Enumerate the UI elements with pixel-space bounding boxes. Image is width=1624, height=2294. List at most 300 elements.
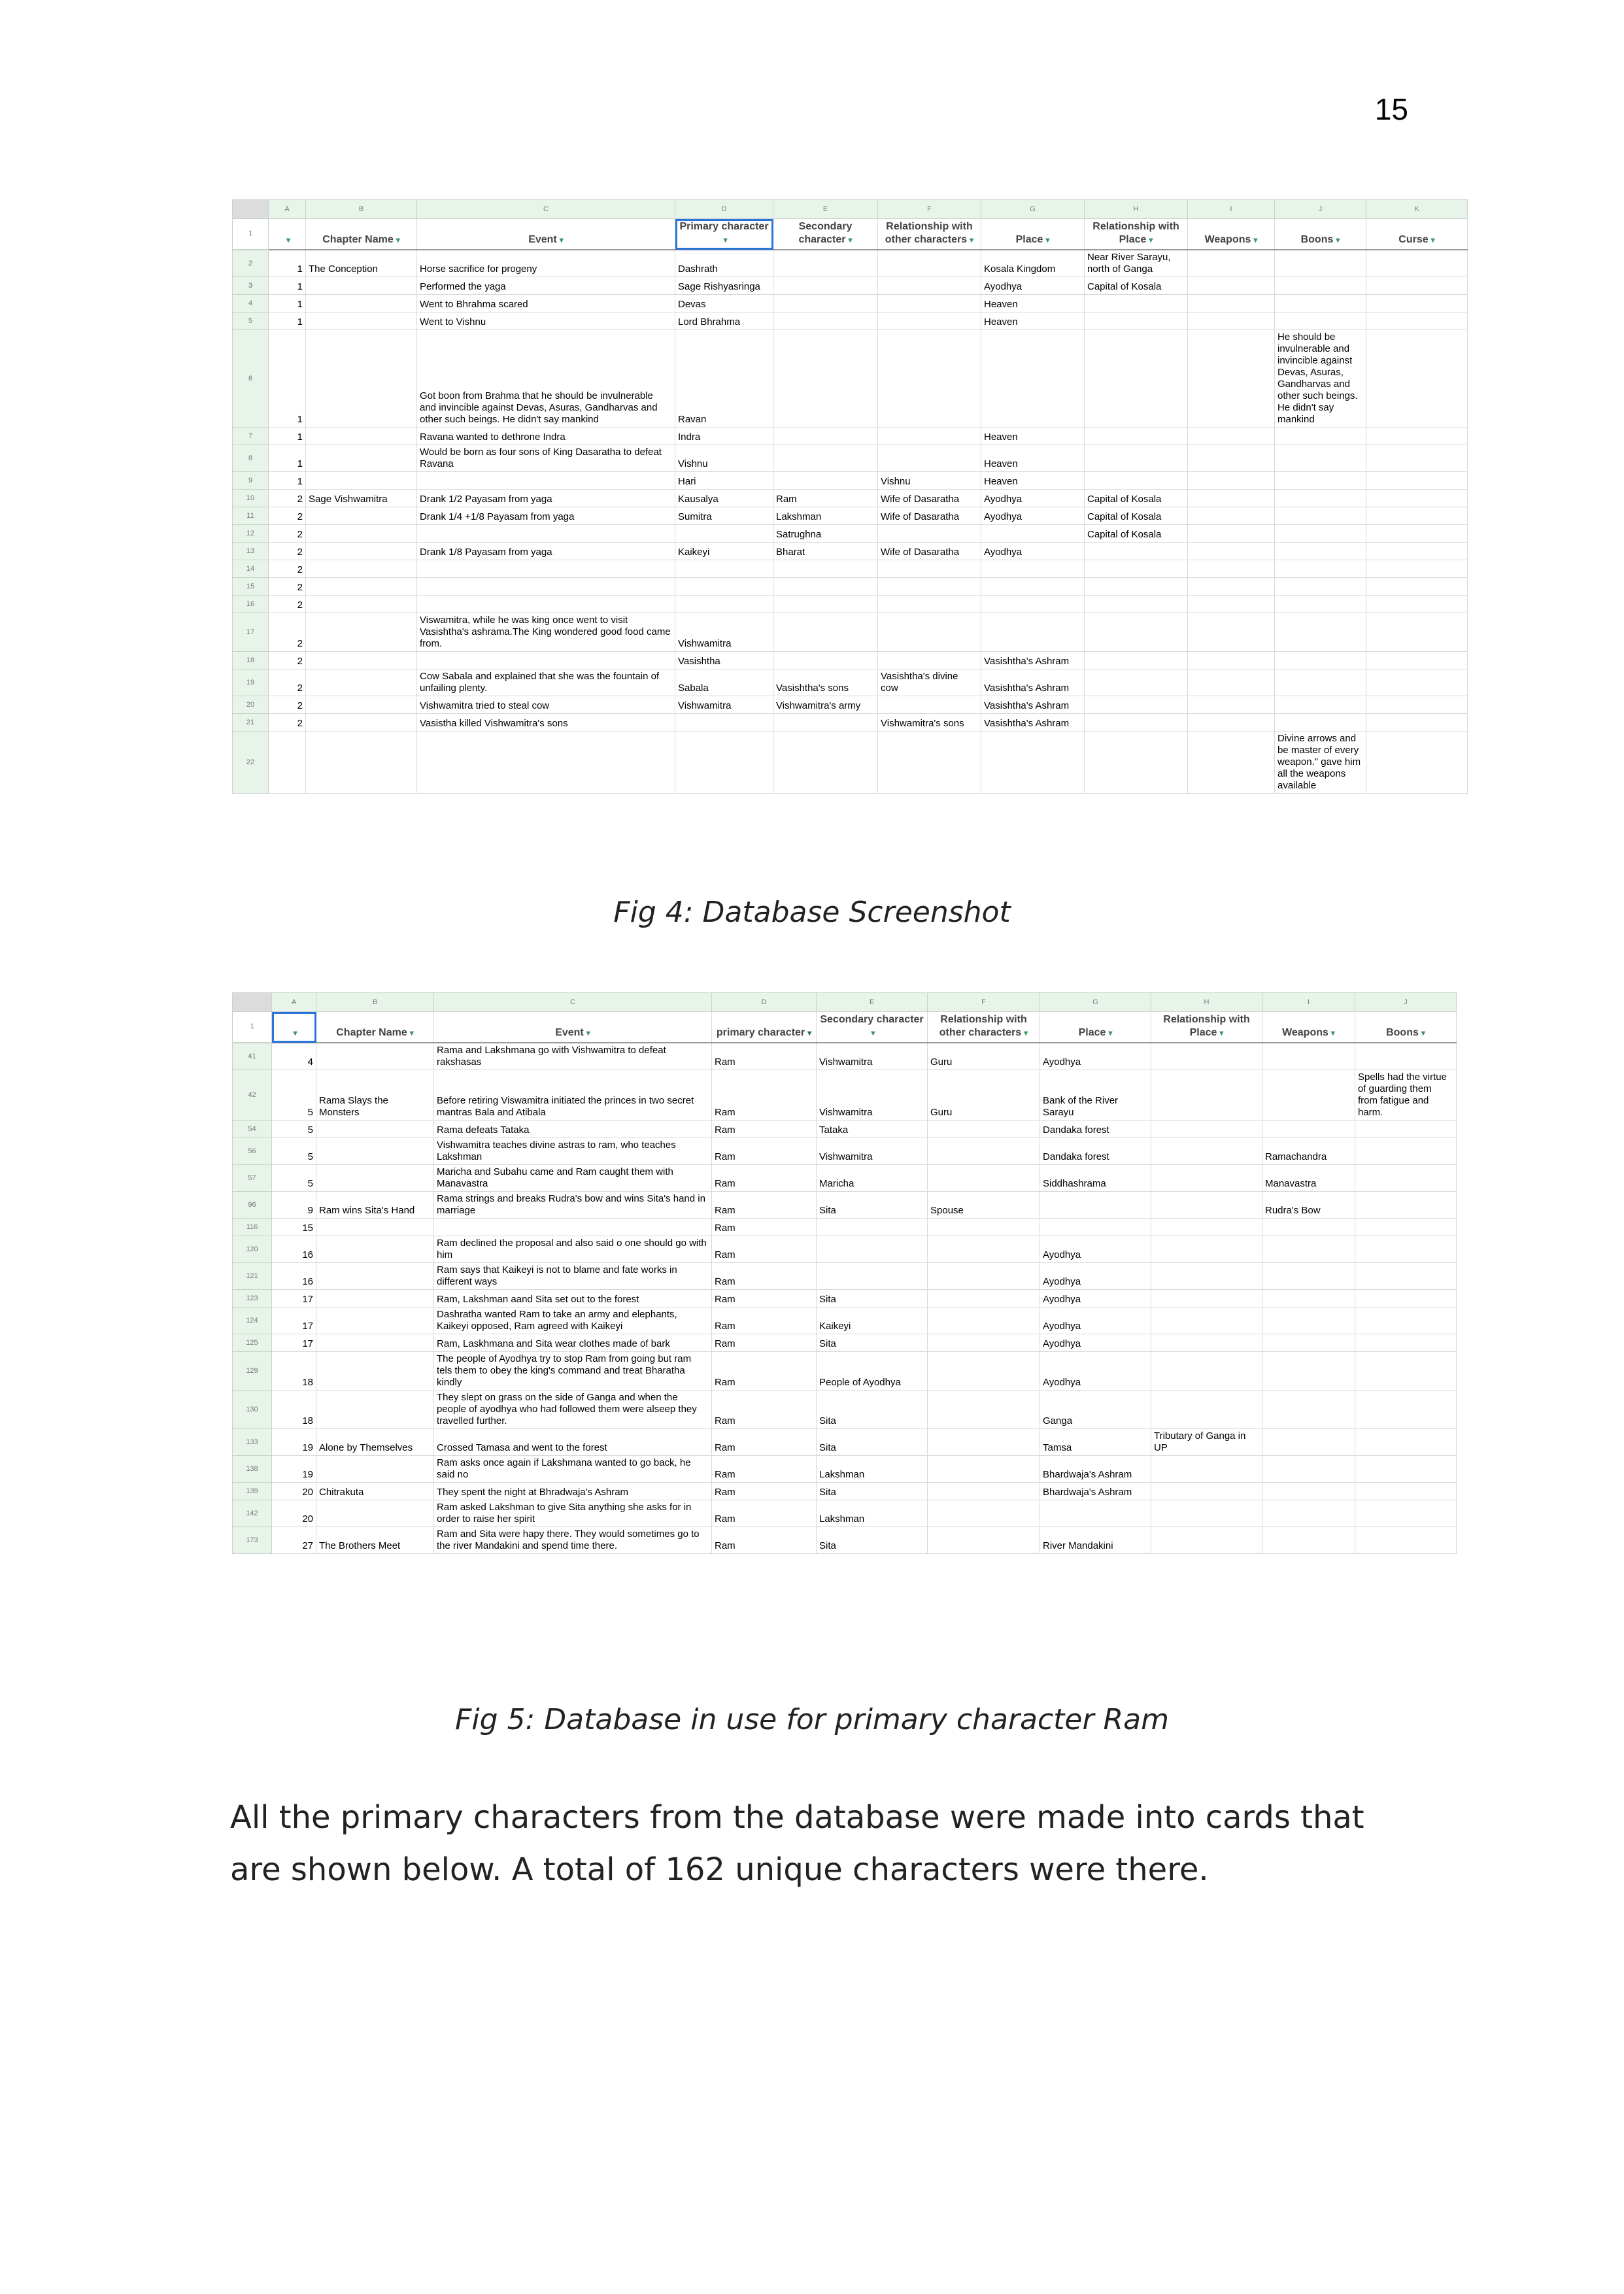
table-cell[interactable] — [1151, 1352, 1262, 1391]
table-cell[interactable] — [1355, 1192, 1457, 1219]
table-cell[interactable]: Guru — [928, 1070, 1040, 1121]
table-cell[interactable] — [928, 1165, 1040, 1192]
table-cell[interactable] — [1366, 669, 1468, 696]
row-number[interactable]: 142 — [233, 1500, 272, 1527]
table-cell[interactable] — [1085, 696, 1188, 714]
row-number[interactable]: 120 — [233, 1236, 272, 1263]
table-cell[interactable]: The people of Ayodhya try to stop Ram from going but ram tels them to obey the king's command and treat Bharatha kindly — [434, 1352, 712, 1391]
table-cell[interactable] — [1355, 1121, 1457, 1138]
row-number[interactable]: 124 — [233, 1307, 272, 1334]
column-letter-i[interactable]: I — [1188, 200, 1275, 219]
table-cell[interactable]: 5 — [272, 1070, 316, 1121]
filter-icon[interactable]: ▾ — [293, 1028, 297, 1037]
table-cell[interactable] — [1151, 1391, 1262, 1429]
filter-icon[interactable]: ▾ — [1149, 235, 1153, 245]
table-cell[interactable] — [817, 1236, 928, 1263]
column-header[interactable] — [1188, 219, 1275, 250]
table-cell[interactable] — [1262, 1429, 1355, 1456]
table-cell[interactable] — [1275, 543, 1366, 560]
table-cell[interactable] — [1275, 578, 1366, 596]
table-cell[interactable]: Tamsa — [1040, 1429, 1151, 1456]
column-letter-f[interactable]: F — [878, 200, 981, 219]
table-cell[interactable] — [1188, 295, 1275, 312]
table-cell[interactable] — [928, 1236, 1040, 1263]
table-cell[interactable] — [928, 1307, 1040, 1334]
table-cell[interactable]: Dandaka forest — [1040, 1121, 1151, 1138]
table-cell[interactable] — [417, 578, 675, 596]
table-cell[interactable] — [306, 312, 417, 330]
table-cell[interactable] — [675, 714, 773, 732]
table-cell[interactable] — [1275, 714, 1366, 732]
row-number[interactable]: 121 — [233, 1263, 272, 1290]
row-number[interactable]: 11 — [233, 507, 269, 525]
table-cell[interactable]: Vasishtha's Ashram — [981, 714, 1085, 732]
table-cell[interactable] — [878, 596, 981, 613]
table-cell[interactable] — [306, 714, 417, 732]
table-cell[interactable] — [1355, 1527, 1457, 1554]
table-cell[interactable] — [306, 277, 417, 295]
spreadsheet-figure-5[interactable] — [232, 992, 1457, 1554]
table-cell[interactable] — [928, 1391, 1040, 1429]
table-cell[interactable]: Vasishtha's divine cow — [878, 669, 981, 696]
table-cell[interactable] — [1275, 696, 1366, 714]
table-cell[interactable]: Lakshman — [773, 507, 878, 525]
table-cell[interactable] — [878, 295, 981, 312]
table-cell[interactable] — [1040, 1500, 1151, 1527]
table-cell[interactable]: 2 — [269, 525, 306, 543]
table-cell[interactable]: Crossed Tamasa and went to the forest — [434, 1429, 712, 1456]
table-cell[interactable] — [1275, 472, 1366, 490]
table-cell[interactable] — [417, 732, 675, 794]
filter-icon[interactable]: ▾ — [807, 1028, 812, 1037]
table-cell[interactable] — [1085, 732, 1188, 794]
column-letter-c[interactable]: C — [417, 200, 675, 219]
table-cell[interactable] — [878, 578, 981, 596]
spreadsheet-figure-4[interactable] — [232, 199, 1468, 794]
table-cell[interactable]: Vishnu — [878, 472, 981, 490]
table-cell[interactable] — [1355, 1236, 1457, 1263]
table-cell[interactable]: Horse sacrifice for progeny — [417, 250, 675, 277]
table-cell[interactable]: 1 — [269, 472, 306, 490]
table-cell[interactable] — [1151, 1334, 1262, 1352]
table-cell[interactable]: Ram — [712, 1138, 817, 1165]
table-cell[interactable]: Ayodhya — [981, 277, 1085, 295]
table-cell[interactable] — [417, 560, 675, 578]
table-cell[interactable] — [1366, 652, 1468, 669]
table-cell[interactable] — [434, 1219, 712, 1236]
table-cell[interactable]: 19 — [272, 1429, 316, 1456]
table-cell[interactable] — [1151, 1236, 1262, 1263]
table-cell[interactable]: 2 — [269, 578, 306, 596]
column-letter-e[interactable]: E — [817, 993, 928, 1012]
table-cell[interactable] — [1151, 1121, 1262, 1138]
table-cell[interactable]: Divine arrows and be master of every weapon." gave him all the weapons available — [1275, 732, 1366, 794]
column-letter-f[interactable]: F — [928, 993, 1040, 1012]
table-cell[interactable] — [1355, 1334, 1457, 1352]
table-cell[interactable] — [1366, 295, 1468, 312]
table-cell[interactable] — [773, 714, 878, 732]
table-cell[interactable] — [1355, 1043, 1457, 1070]
table-cell[interactable] — [1262, 1456, 1355, 1483]
table-cell[interactable]: Ram — [712, 1483, 817, 1500]
table-cell[interactable]: Ram — [712, 1070, 817, 1121]
table-cell[interactable] — [1366, 525, 1468, 543]
table-cell[interactable]: People of Ayodhya — [817, 1352, 928, 1391]
table-cell[interactable]: Ram and Sita were hapy there. They would sometimes go to the river Mandakini and spend time there. — [434, 1527, 712, 1554]
table-cell[interactable] — [1262, 1070, 1355, 1121]
row-number[interactable]: 7 — [233, 428, 269, 445]
table-cell[interactable] — [878, 525, 981, 543]
table-cell[interactable] — [316, 1121, 434, 1138]
table-cell[interactable]: 5 — [272, 1138, 316, 1165]
table-cell[interactable]: Sita — [817, 1192, 928, 1219]
table-cell[interactable] — [817, 1219, 928, 1236]
table-cell[interactable]: Chitrakuta — [316, 1483, 434, 1500]
column-header[interactable] — [306, 219, 417, 250]
table-cell[interactable]: Kosala Kingdom — [981, 250, 1085, 277]
table-cell[interactable] — [1275, 250, 1366, 277]
table-cell[interactable]: Bhardwaja's Ashram — [1040, 1483, 1151, 1500]
table-cell[interactable] — [1188, 472, 1275, 490]
table-cell[interactable]: Rama and Lakshmana go with Vishwamitra to defeat rakshasas — [434, 1043, 712, 1070]
table-cell[interactable] — [306, 428, 417, 445]
table-cell[interactable] — [1262, 1391, 1355, 1429]
table-cell[interactable] — [773, 277, 878, 295]
table-cell[interactable]: Alone by Themselves — [316, 1429, 434, 1456]
row-number[interactable]: 8 — [233, 445, 269, 472]
table-cell[interactable] — [773, 596, 878, 613]
table-cell[interactable] — [1085, 428, 1188, 445]
table-cell[interactable]: Vasishtha's Ashram — [981, 652, 1085, 669]
table-cell[interactable]: 5 — [272, 1121, 316, 1138]
row-number[interactable]: 10 — [233, 490, 269, 507]
table-cell[interactable] — [417, 652, 675, 669]
row-number[interactable]: 9 — [233, 472, 269, 490]
filter-icon[interactable]: ▾ — [1045, 235, 1050, 245]
table-cell[interactable]: Vishwamitra's sons — [878, 714, 981, 732]
table-cell[interactable]: Viswamitra, while he was king once went to visit Vasishtha's ashrama.The King wondered good food came from. — [417, 613, 675, 652]
column-header[interactable] — [316, 1012, 434, 1043]
column-header[interactable] — [272, 1012, 316, 1043]
table-cell[interactable]: Ram wins Sita's Hand — [316, 1192, 434, 1219]
filter-icon[interactable]: ▾ — [409, 1028, 414, 1037]
table-cell[interactable]: Heaven — [981, 295, 1085, 312]
table-cell[interactable] — [1151, 1138, 1262, 1165]
table-cell[interactable] — [1085, 543, 1188, 560]
table-cell[interactable]: Vishnu — [675, 445, 773, 472]
table-cell[interactable] — [773, 472, 878, 490]
table-cell[interactable]: 4 — [272, 1043, 316, 1070]
table-cell[interactable]: 17 — [272, 1307, 316, 1334]
table-cell[interactable] — [928, 1138, 1040, 1165]
table-cell[interactable] — [1275, 277, 1366, 295]
table-cell[interactable]: He should be invulnerable and invincible against Devas, Asuras, Gandharvas and other such beings. He didn't say mankind — [1275, 330, 1366, 428]
column-letter-d[interactable]: D — [712, 993, 817, 1012]
table-cell[interactable] — [1355, 1138, 1457, 1165]
table-cell[interactable] — [878, 732, 981, 794]
table-cell[interactable] — [1085, 596, 1188, 613]
table-cell[interactable]: 2 — [269, 560, 306, 578]
table-cell[interactable]: Ram — [712, 1307, 817, 1334]
table-cell[interactable] — [1188, 428, 1275, 445]
table-cell[interactable]: Sage Rishyasringa — [675, 277, 773, 295]
table-cell[interactable]: Drank 1/8 Payasam from yaga — [417, 543, 675, 560]
table-cell[interactable] — [981, 613, 1085, 652]
table-cell[interactable]: Vasishtha's sons — [773, 669, 878, 696]
table-cell[interactable] — [1151, 1290, 1262, 1307]
table-cell[interactable]: Rama defeats Tataka — [434, 1121, 712, 1138]
table-cell[interactable] — [1188, 696, 1275, 714]
table-cell[interactable] — [316, 1165, 434, 1192]
table-cell[interactable] — [1355, 1456, 1457, 1483]
table-cell[interactable] — [1188, 277, 1275, 295]
table-cell[interactable]: Ram — [712, 1121, 817, 1138]
table-cell[interactable] — [1275, 613, 1366, 652]
table-cell[interactable] — [1366, 714, 1468, 732]
table-cell[interactable] — [1275, 295, 1366, 312]
table-cell[interactable]: Lord Bhrahma — [675, 312, 773, 330]
table-cell[interactable] — [1085, 578, 1188, 596]
row-number[interactable]: 18 — [233, 652, 269, 669]
table-cell[interactable]: 1 — [269, 250, 306, 277]
row-number[interactable]: 130 — [233, 1391, 272, 1429]
table-cell[interactable] — [306, 507, 417, 525]
row-number[interactable]: 20 — [233, 696, 269, 714]
row-number[interactable]: 138 — [233, 1456, 272, 1483]
table-cell[interactable]: Sage Vishwamitra — [306, 490, 417, 507]
table-cell[interactable]: Spells had the virtue of guarding them from fatigue and harm. — [1355, 1070, 1457, 1121]
table-cell[interactable]: Maricha — [817, 1165, 928, 1192]
table-cell[interactable] — [1085, 445, 1188, 472]
table-cell[interactable]: Capital of Kosala — [1085, 525, 1188, 543]
row-number[interactable]: 6 — [233, 330, 269, 428]
table-cell[interactable]: Sita — [817, 1334, 928, 1352]
table-cell[interactable]: 2 — [269, 613, 306, 652]
table-cell[interactable]: Vishwamitra — [817, 1138, 928, 1165]
row-number[interactable]: 2 — [233, 250, 269, 277]
table-cell[interactable] — [1085, 714, 1188, 732]
table-cell[interactable]: Ayodhya — [1040, 1307, 1151, 1334]
table-cell[interactable] — [1188, 312, 1275, 330]
row-number[interactable]: 125 — [233, 1334, 272, 1352]
table-cell[interactable] — [1262, 1121, 1355, 1138]
filter-icon[interactable]: ▾ — [1219, 1028, 1224, 1037]
column-header[interactable] — [1262, 1012, 1355, 1043]
table-cell[interactable]: Went to Bhrahma scared — [417, 295, 675, 312]
table-cell[interactable] — [773, 560, 878, 578]
table-cell[interactable]: Before retiring Viswamitra initiated the princes in two secret mantras Bala and Atibala — [434, 1070, 712, 1121]
table-cell[interactable]: Kaikeyi — [817, 1307, 928, 1334]
table-cell[interactable] — [928, 1121, 1040, 1138]
table-cell[interactable]: Rama strings and breaks Rudra's bow and wins Sita's hand in marriage — [434, 1192, 712, 1219]
column-letter-h[interactable]: H — [1085, 200, 1188, 219]
table-cell[interactable] — [1151, 1165, 1262, 1192]
table-cell[interactable] — [1366, 596, 1468, 613]
table-cell[interactable]: 2 — [269, 669, 306, 696]
column-header[interactable] — [928, 1012, 1040, 1043]
table-cell[interactable]: Vishwamitra — [817, 1070, 928, 1121]
filter-icon[interactable]: ▾ — [1336, 235, 1340, 245]
column-header[interactable] — [1355, 1012, 1457, 1043]
table-cell[interactable] — [1151, 1483, 1262, 1500]
table-cell[interactable]: Ram asks once again if Lakshmana wanted to go back, he said no — [434, 1456, 712, 1483]
table-cell[interactable]: 1 — [269, 428, 306, 445]
table-cell[interactable]: 20 — [272, 1500, 316, 1527]
table-cell[interactable]: Vasishtha's Ashram — [981, 669, 1085, 696]
table-cell[interactable] — [1262, 1307, 1355, 1334]
table-cell[interactable]: 9 — [272, 1192, 316, 1219]
column-header[interactable] — [878, 219, 981, 250]
table-cell[interactable] — [306, 696, 417, 714]
table-cell[interactable]: Ravana wanted to dethrone Indra — [417, 428, 675, 445]
table-cell[interactable] — [1275, 596, 1366, 613]
table-cell[interactable] — [306, 652, 417, 669]
table-cell[interactable] — [1355, 1219, 1457, 1236]
column-header[interactable] — [1366, 219, 1468, 250]
table-cell[interactable]: Capital of Kosala — [1085, 507, 1188, 525]
table-cell[interactable]: Kausalya — [675, 490, 773, 507]
table-cell[interactable] — [1366, 613, 1468, 652]
table-cell[interactable] — [981, 330, 1085, 428]
table-cell[interactable] — [878, 696, 981, 714]
table-cell[interactable]: Ram — [712, 1527, 817, 1554]
table-cell[interactable] — [1085, 560, 1188, 578]
table-cell[interactable]: Heaven — [981, 445, 1085, 472]
table-cell[interactable] — [1355, 1290, 1457, 1307]
corner-cell[interactable] — [233, 200, 269, 219]
table-cell[interactable] — [773, 732, 878, 794]
table-cell[interactable] — [1188, 732, 1275, 794]
table-cell[interactable]: Near River Sarayu, north of Ganga — [1085, 250, 1188, 277]
table-cell[interactable] — [773, 250, 878, 277]
table-cell[interactable]: 1 — [269, 295, 306, 312]
table-cell[interactable]: Sita — [817, 1391, 928, 1429]
row-number[interactable]: 15 — [233, 578, 269, 596]
table-cell[interactable] — [316, 1456, 434, 1483]
table-cell[interactable] — [817, 1263, 928, 1290]
table-cell[interactable]: 2 — [269, 507, 306, 525]
table-cell[interactable] — [773, 652, 878, 669]
table-cell[interactable]: Vishwamitra's army — [773, 696, 878, 714]
table-cell[interactable] — [1151, 1456, 1262, 1483]
row-number[interactable]: 129 — [233, 1352, 272, 1391]
table-cell[interactable] — [1188, 507, 1275, 525]
table-cell[interactable] — [316, 1138, 434, 1165]
table-cell[interactable]: Ravan — [675, 330, 773, 428]
table-cell[interactable] — [1262, 1290, 1355, 1307]
table-cell[interactable] — [1085, 669, 1188, 696]
table-cell[interactable] — [417, 596, 675, 613]
row-number[interactable]: 57 — [233, 1165, 272, 1192]
column-letter-g[interactable]: G — [981, 200, 1085, 219]
table-cell[interactable]: Ayodhya — [1040, 1334, 1151, 1352]
table-cell[interactable] — [1366, 277, 1468, 295]
table-cell[interactable] — [1151, 1500, 1262, 1527]
table-cell[interactable] — [773, 578, 878, 596]
table-cell[interactable] — [773, 312, 878, 330]
column-letter-i[interactable]: I — [1262, 993, 1355, 1012]
table-cell[interactable] — [1262, 1352, 1355, 1391]
table-cell[interactable]: Drank 1/2 Payasam from yaga — [417, 490, 675, 507]
table-cell[interactable] — [928, 1263, 1040, 1290]
table-cell[interactable]: Sumitra — [675, 507, 773, 525]
table-cell[interactable]: Vishwamitra tried to steal cow — [417, 696, 675, 714]
table-cell[interactable] — [1355, 1500, 1457, 1527]
table-cell[interactable] — [1262, 1334, 1355, 1352]
table-cell[interactable] — [316, 1307, 434, 1334]
column-letter-c[interactable]: C — [434, 993, 712, 1012]
table-cell[interactable] — [928, 1483, 1040, 1500]
table-cell[interactable] — [306, 445, 417, 472]
table-cell[interactable] — [306, 596, 417, 613]
table-cell[interactable] — [1085, 330, 1188, 428]
column-header[interactable] — [269, 219, 306, 250]
table-cell[interactable]: Wife of Dasaratha — [878, 490, 981, 507]
table-cell[interactable] — [316, 1263, 434, 1290]
row-number[interactable]: 5 — [233, 312, 269, 330]
table-cell[interactable]: Guru — [928, 1043, 1040, 1070]
row-number[interactable]: 54 — [233, 1121, 272, 1138]
table-cell[interactable] — [269, 732, 306, 794]
row-number[interactable]: 16 — [233, 596, 269, 613]
table-cell[interactable] — [316, 1043, 434, 1070]
table-cell[interactable]: Capital of Kosala — [1085, 490, 1188, 507]
table-cell[interactable]: Ram, Laskhmana and Sita wear clothes made of bark — [434, 1334, 712, 1352]
table-cell[interactable] — [1275, 490, 1366, 507]
table-cell[interactable]: 2 — [269, 490, 306, 507]
table-cell[interactable]: Went to Vishnu — [417, 312, 675, 330]
table-cell[interactable]: Ram — [712, 1236, 817, 1263]
row-number[interactable]: 116 — [233, 1219, 272, 1236]
table-cell[interactable] — [1151, 1070, 1262, 1121]
table-cell[interactable]: Siddhashrama — [1040, 1165, 1151, 1192]
table-cell[interactable]: Manavastra — [1262, 1165, 1355, 1192]
table-cell[interactable]: Kaikeyi — [675, 543, 773, 560]
row-number[interactable]: 22 — [233, 732, 269, 794]
table-cell[interactable]: 1 — [269, 312, 306, 330]
table-cell[interactable]: 18 — [272, 1391, 316, 1429]
table-cell[interactable] — [1262, 1263, 1355, 1290]
row-number[interactable]: 21 — [233, 714, 269, 732]
table-cell[interactable]: Sita — [817, 1483, 928, 1500]
table-cell[interactable] — [878, 613, 981, 652]
table-cell[interactable]: Vishwamitra teaches divine astras to ram, who teaches Lakshman — [434, 1138, 712, 1165]
table-cell[interactable]: Ram declined the proposal and also said o one should go with him — [434, 1236, 712, 1263]
filter-icon[interactable]: ▾ — [559, 235, 564, 245]
table-cell[interactable] — [1275, 652, 1366, 669]
row-number[interactable]: 133 — [233, 1429, 272, 1456]
row-number[interactable]: 56 — [233, 1138, 272, 1165]
table-cell[interactable]: Vasishtha — [675, 652, 773, 669]
table-cell[interactable] — [1188, 596, 1275, 613]
table-cell[interactable] — [1366, 543, 1468, 560]
table-cell[interactable]: Ram, Lakshman aand Sita set out to the forest — [434, 1290, 712, 1307]
table-cell[interactable] — [1355, 1429, 1457, 1456]
table-cell[interactable]: River Mandakini — [1040, 1527, 1151, 1554]
table-cell[interactable]: Rudra's Bow — [1262, 1192, 1355, 1219]
table-cell[interactable]: Rama Slays the Monsters — [316, 1070, 434, 1121]
table-cell[interactable] — [1366, 330, 1468, 428]
column-header[interactable] — [981, 219, 1085, 250]
table-cell[interactable]: Spouse — [928, 1192, 1040, 1219]
table-cell[interactable] — [1085, 613, 1188, 652]
table-cell[interactable]: Cow Sabala and explained that she was the fountain of unfailing plenty. — [417, 669, 675, 696]
table-cell[interactable] — [1151, 1043, 1262, 1070]
table-cell[interactable] — [1275, 560, 1366, 578]
table-cell[interactable] — [981, 560, 1085, 578]
table-cell[interactable] — [1366, 490, 1468, 507]
table-cell[interactable] — [928, 1500, 1040, 1527]
